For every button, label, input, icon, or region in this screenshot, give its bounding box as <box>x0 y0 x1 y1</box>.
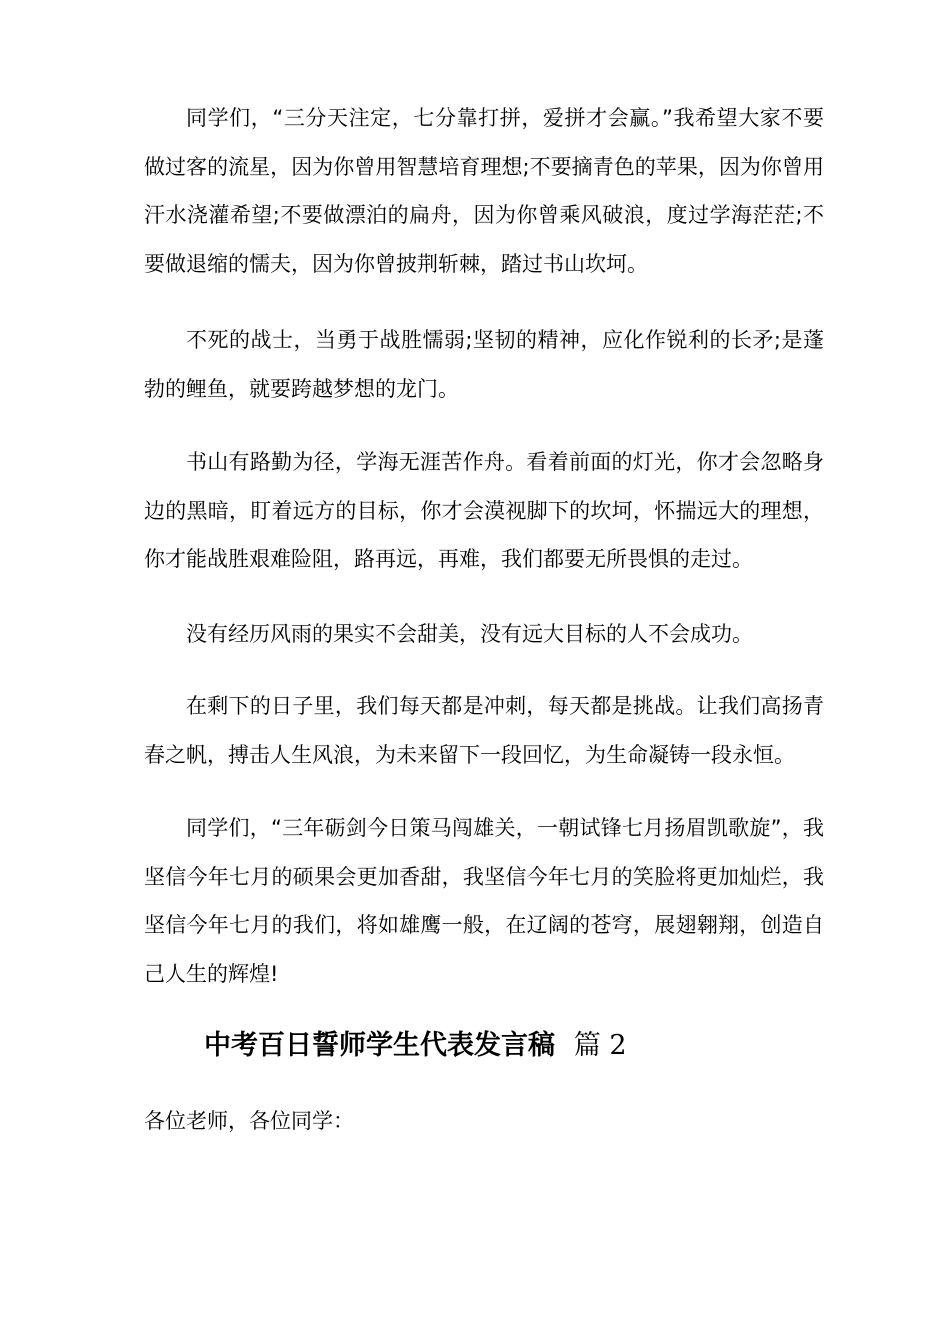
paragraph-5: 在剩下的日子里，我们每天都是冲刺，每天都是挑战。让我们高扬青春之帆，搏击人生风浪，为未来留下一段回忆，为生命凝铸一段永恒。 <box>144 694 824 767</box>
paragraph-2: 不死的战士，当勇于战胜懦弱;坚韧的精神，应化作锐利的长矛;是蓬勃的鲤鱼，就要跨越梦想的龙门。 <box>144 328 824 401</box>
paragraph-3: 书山有路勤为径，学海无涯苦作舟。看着前面的灯光，你才会忽略身边的黑暗，盯着远方的目标，你才会漠视脚下的坎坷，怀揣远大的理想，你才能战胜艰难险阻，路再远，再难，我们都要无所畏惧的走过。 <box>144 450 824 571</box>
paragraph-1: 同学们，“三分天注定，七分靠打拼，爱拼才会赢。”我希望大家不要做过客的流星，因为你曾用智慧培育理想;不要摘青色的苹果，因为你曾用汗水浇灌希望;不要做漂泊的扁舟，因为你曾乘风破浪，度过学海茫茫;不要做退缩的懦夫，因为你曾披荆斩棘，踏过书山坎坷。 <box>144 106 824 276</box>
section-heading-part: 篇 2 <box>573 1030 627 1061</box>
salutation: 各位老师，各位同学： <box>144 1109 354 1133</box>
paragraph-6: 同学们，“三年砺剑今日策马闯雄关，一朝试锋七月扬眉凯歌旋”，我坚信今年七月的硕果会更加香甜，我坚信今年七月的笑脸将更加灿烂，我坚信今年七月的我们，将如雄鹰一般，在辽阔的苍穹，展翅翱翔，创造自己人生的辉煌! <box>144 816 824 986</box>
paragraph-4: 没有经历风雨的果实不会甜美，没有远大目标的人不会成功。 <box>186 622 753 646</box>
section-heading-title: 中考百日誓师学生代表发言稿 <box>204 1030 555 1061</box>
section-heading <box>204 1026 627 1066</box>
